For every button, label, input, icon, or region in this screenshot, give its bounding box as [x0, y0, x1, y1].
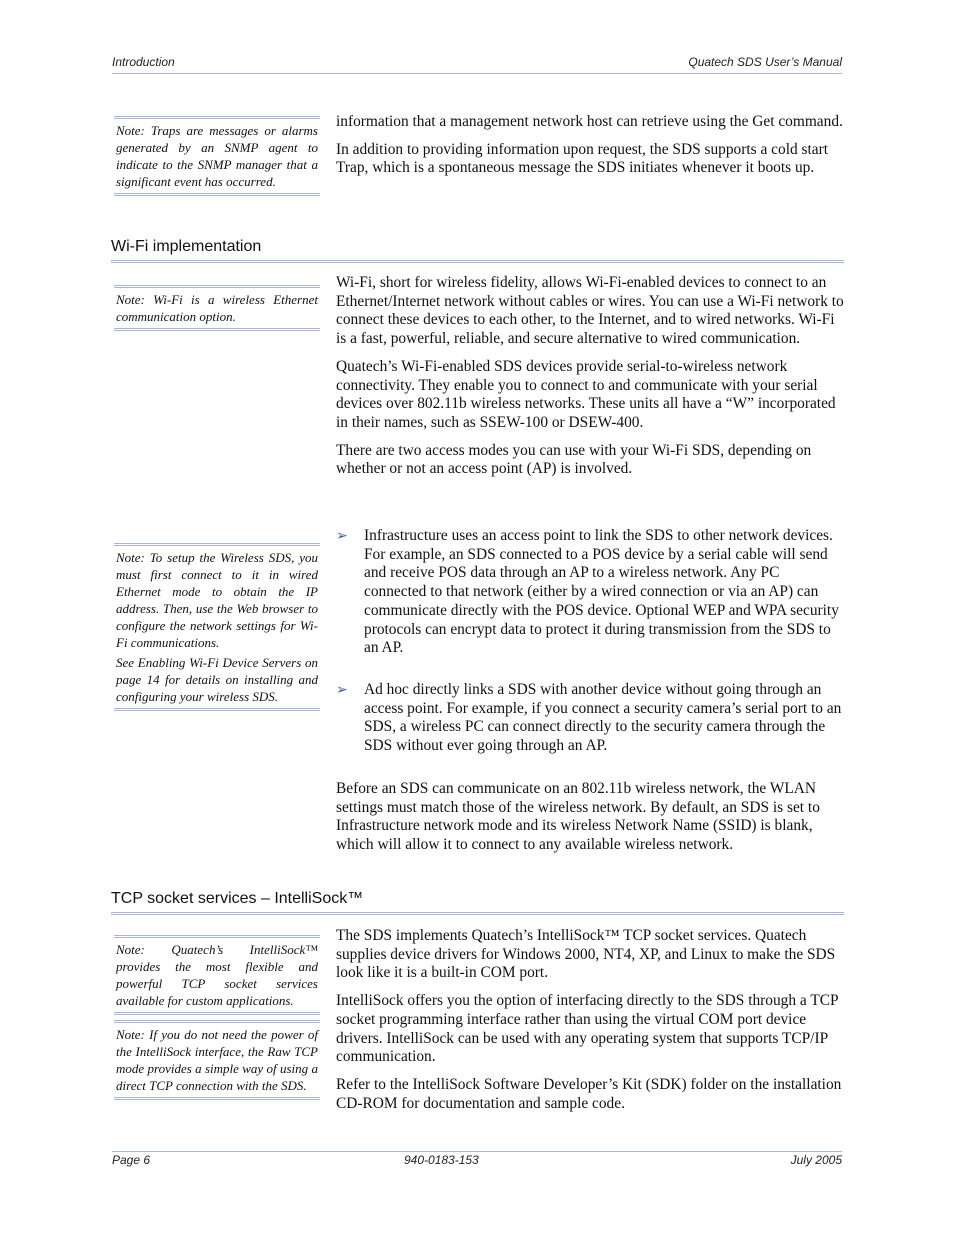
intro-paragraph-1: information that a management network host can retrieve using the Get command. — [336, 113, 843, 130]
page-header — [112, 55, 842, 74]
note-rawtcp — [114, 1020, 320, 1100]
note-wifi-text: Note: Wi-Fi is a wireless Ethernet communication option. — [116, 292, 318, 324]
tcp-text — [336, 927, 844, 1113]
note-setup — [114, 543, 320, 711]
footer-document-number: 940-0183-153 — [404, 1153, 479, 1167]
note-intellisock-text: Note: Quatech’s IntelliSock™ provides the most flexible and powerful TCP socket services available for custom applications. — [116, 942, 318, 1008]
tcp-paragraph-3: Refer to the IntelliSock Software Developer’s Kit (SDK) folder on the installation CD-ROM for documentation and sample code. — [336, 1075, 842, 1112]
note-intellisock — [114, 935, 320, 1015]
bullet-adhoc — [336, 681, 844, 756]
footer-page-number: Page 6 — [112, 1153, 151, 1167]
note-rawtcp-text: Note: If you do not need the power of the IntelliSock interface, the Raw TCP mode provides a simple way of using a direct TCP connection with the SDS. — [116, 1027, 318, 1093]
wifi-paragraph-2: Quatech’s Wi-Fi-enabled SDS devices provide serial-to-wireless network connectivity. They enable you to connect to and communicate with your serial devices over 802.11b wireless networks. These units all have a “W” incorporated in their names, such as SSEW-100 or DSEW-400. — [336, 357, 836, 431]
note-setup-text-2: See Enabling Wi-Fi Device Servers on page 14 for details on installing and configuring your wireless SDS. — [116, 655, 318, 704]
note-wifi — [114, 285, 320, 331]
bullet-arrow-icon: ➢ — [336, 682, 348, 698]
bullet-adhoc-text: Ad hoc directly links a SDS with another device without going through an access point. For example, if you connect a security camera’s serial port to an SDS, a wireless PC can connect directly to the security camera through the SDS without ever going through an AP. — [364, 681, 842, 755]
wifi-text — [336, 274, 844, 479]
bullet-infrastructure-text: Infrastructure uses an access point to link the SDS to other network devices. — [364, 527, 833, 544]
tcp-paragraph-2: IntelliSock offers you the option of interfacing directly to the SDS through a TCP socket programming interface rather than using the virtual COM port device drivers. IntelliSock can be used with any operating system that supports TCP/IP communication. — [336, 992, 838, 1066]
bullet-infrastructure-example: For example, an SDS connected to a POS device by a serial cable will send and receive POS data through an AP to a wireless network. Any PC connected to that network (either by a wired connection or via an AP) can communicate directly with the POS device. Optional WEP and WPA security protocols can encrypt data to protect it during transmission from the SDS to an AP. — [364, 545, 839, 657]
header-chapter: Introduction — [112, 55, 175, 69]
bullet-infrastructure — [336, 527, 844, 658]
wifi-paragraph-1: Wi-Fi, short for wireless fidelity, allows Wi-Fi-enabled devices to connect to an Ethernet/Internet network without cables or wires. You can use a Wi-Fi network to connect these devices to each other, to the Internet, and to wired networks. Wi-Fi is a fast, powerful, reliable, and secure alternative to wired communication. — [336, 274, 844, 348]
note-traps — [114, 116, 320, 196]
page-footer — [112, 1151, 842, 1171]
note-setup-text-1: Note: To setup the Wireless SDS, you must first connect to it in wired Ethernet mode to obtain the IP address. Then, use the Web browser to configure the network settings for Wi-Fi communications. — [116, 550, 318, 650]
intro-text — [336, 113, 844, 178]
section-heading-wifi: Wi-Fi implementation — [111, 238, 844, 263]
wifi-paragraph-3: There are two access modes you can use with your Wi-Fi SDS, depending on whether or not an access point (AP) is involved. — [336, 441, 812, 478]
wifi-paragraph-4: Before an SDS can communicate on an 802.11b wireless network, the WLAN settings must match those of the wireless network. By default, an SDS is set to Infrastructure network mode and its wireless Network Name (SSID) is blank, which will allow it to connect to any available wireless network. — [336, 780, 820, 854]
footer-date: July 2005 — [790, 1153, 842, 1167]
tcp-paragraph-1: The SDS implements Quatech’s IntelliSock™ TCP socket services. Quatech supplies device drivers for Windows 2000, NT4, XP, and Linux to make the SDS look like it is a built-in COM port. — [336, 927, 836, 982]
note-traps-text: Note: Traps are messages or alarms generated by an SNMP agent to indicate to the SNMP manager that a significant event has occurred. — [116, 123, 318, 189]
bullet-arrow-icon: ➢ — [336, 528, 348, 544]
header-manual-title: Quatech SDS User’s Manual — [688, 55, 842, 69]
section-heading-tcp: TCP socket services – IntelliSock™ — [111, 890, 844, 915]
intro-paragraph-2: In addition to providing information upon request, the SDS supports a cold start Trap, which is a spontaneous message the SDS initiates whenever it boots up. — [336, 140, 829, 177]
wifi-closing-text — [336, 780, 844, 855]
